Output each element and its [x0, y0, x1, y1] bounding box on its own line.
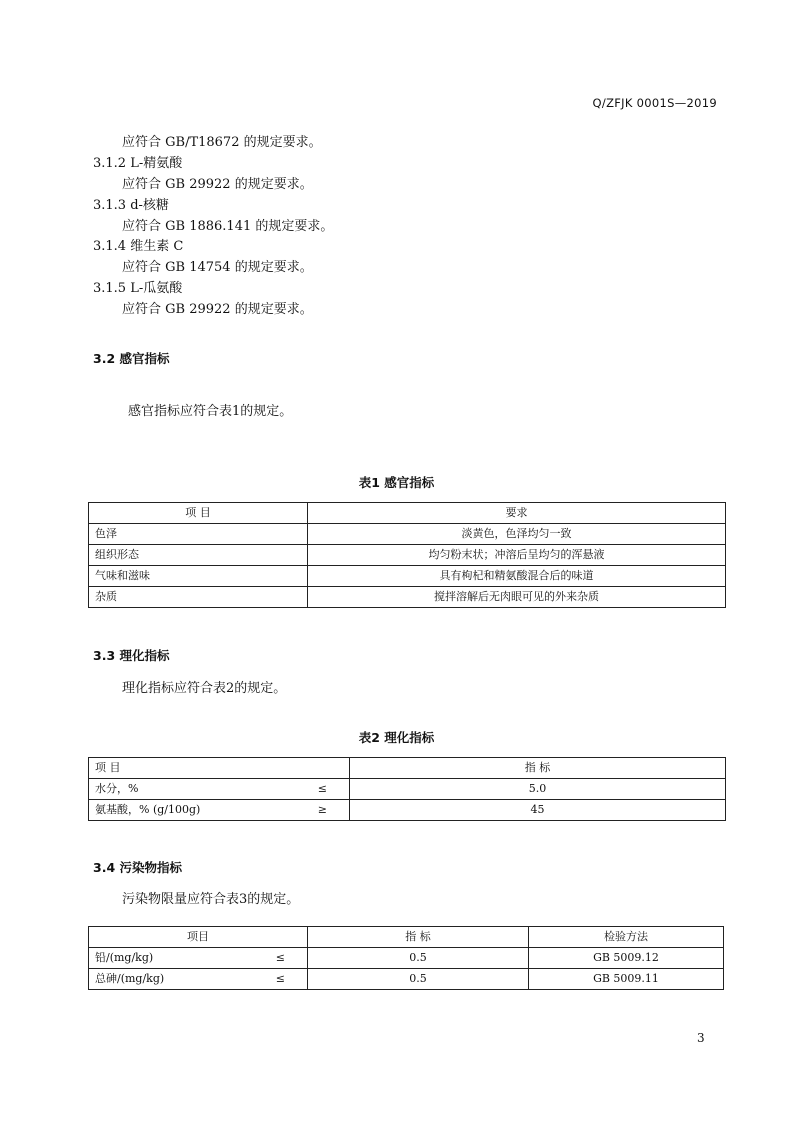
table-cell-item: 杂质 [89, 587, 308, 608]
table1-sensory [88, 502, 726, 608]
table2-physicochemical [88, 757, 726, 821]
text-line: 应符合 GB 14754 的规定要求。 [122, 260, 313, 275]
table-cell-item [89, 948, 308, 969]
table-cell-value: 0.5 [308, 948, 529, 969]
table-row [89, 524, 726, 545]
subsection-heading: 3.1.2 L-精氨酸 [93, 156, 183, 171]
subsection-heading: 3.1.4 维生素 C [93, 239, 184, 254]
table-header-row [89, 927, 724, 948]
table-cell-requirement: 具有枸杞和精氨酸混合后的味道 [308, 566, 726, 587]
table-row [89, 779, 726, 800]
text-line: 应符合 GB 29922 的规定要求。 [122, 177, 313, 192]
table-row [89, 545, 726, 566]
table-header-row [89, 503, 726, 524]
comparison-symbol: ≥ [317, 803, 327, 816]
text-line: 应符合 GB 29922 的规定要求。 [122, 302, 313, 317]
section-text: 污染物限量应符合表3的规定。 [122, 892, 300, 907]
table-cell-requirement: 均匀粉末状；冲溶后呈均匀的浑悬液 [308, 545, 726, 566]
table-cell-item [89, 969, 308, 990]
table-cell-value: 45 [350, 800, 726, 821]
table-row [89, 948, 724, 969]
table-cell-method: GB 5009.11 [529, 969, 724, 990]
comparison-symbol: ≤ [275, 951, 285, 964]
section-heading-3-3: 3.3 理化指标 [93, 648, 170, 663]
item-label: 水分，% [95, 782, 139, 795]
table-row [89, 800, 726, 821]
subsection-heading: 3.1.5 L-瓜氨酸 [93, 281, 183, 296]
section-text: 理化指标应符合表2的规定。 [122, 681, 287, 696]
table2-caption: 表2 理化指标 [358, 730, 435, 745]
text-line: 应符合 GB 1886.141 的规定要求。 [122, 219, 334, 234]
table-cell-item: 气味和滋味 [89, 566, 308, 587]
table-cell-value: 5.0 [350, 779, 726, 800]
table-header-cell: 指 标 [350, 758, 726, 779]
section-heading-3-4: 3.4 污染物指标 [93, 860, 182, 875]
table-cell-item [89, 779, 350, 800]
comparison-symbol: ≤ [275, 972, 285, 985]
item-label: 铅/(mg/kg) [95, 951, 154, 964]
table-row [89, 969, 724, 990]
table-header-cell: 项目 [89, 927, 308, 948]
table-cell-value: 0.5 [308, 969, 529, 990]
table-cell-item: 色泽 [89, 524, 308, 545]
table-header-cell: 要求 [308, 503, 726, 524]
table-cell-item [89, 800, 350, 821]
text-line: 应符合 GB/T18672 的规定要求。 [122, 135, 322, 150]
table-cell-item: 组织形态 [89, 545, 308, 566]
page-number: 3 [697, 1031, 705, 1045]
table3-contaminants [88, 926, 724, 990]
table-cell-requirement: 淡黄色，色泽均匀一致 [308, 524, 726, 545]
comparison-symbol: ≤ [317, 782, 327, 795]
section-text: 感官指标应符合表1的规定。 [128, 404, 293, 419]
table-header-cell: 项 目 [89, 758, 350, 779]
table-row [89, 566, 726, 587]
item-label: 氨基酸，% (g/100g) [95, 803, 201, 816]
table-header-cell: 检验方法 [529, 927, 724, 948]
standard-code-header: Q/ZFJK 0001S—2019 [592, 96, 717, 110]
table-header-cell: 项 目 [89, 503, 308, 524]
section-heading-3-2: 3.2 感官指标 [93, 351, 170, 366]
table1-caption: 表1 感官指标 [358, 475, 435, 490]
table-header-cell: 指 标 [308, 927, 529, 948]
table-cell-method: GB 5009.12 [529, 948, 724, 969]
item-label: 总砷/(mg/kg) [95, 972, 165, 985]
table-header-row [89, 758, 726, 779]
table-row [89, 587, 726, 608]
subsection-heading: 3.1.3 d-核糖 [93, 198, 169, 213]
table-cell-requirement: 搅拌溶解后无肉眼可见的外来杂质 [308, 587, 726, 608]
